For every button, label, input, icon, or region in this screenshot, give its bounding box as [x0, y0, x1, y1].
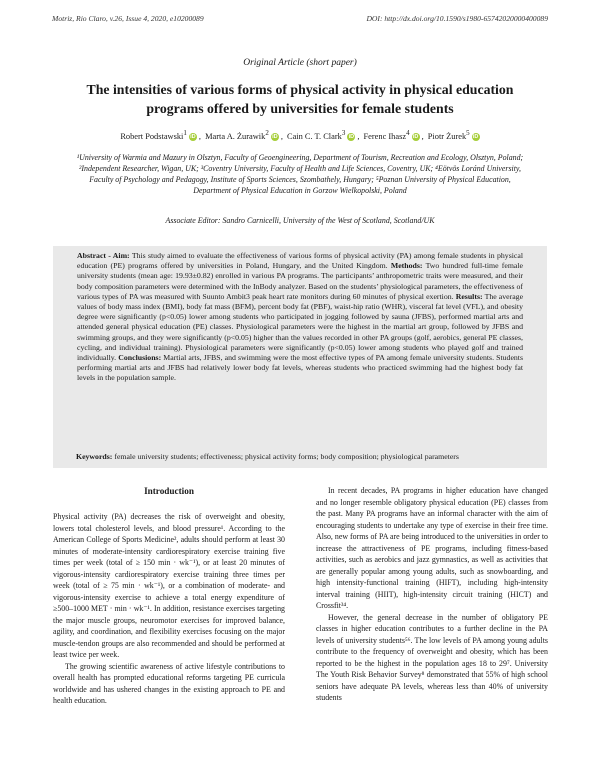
author-4: [363, 129, 420, 141]
keywords: [76, 452, 526, 462]
abstract-panel: [53, 246, 547, 468]
body-paragraph: In recent decades, PA programs in higher education have changed and no longer resemble obligatory physical education (PE) classes from the past. Many PA programs have an informal character with the aim of encouraging students to undertake any type of exercise in their free time. Also, new forms of PA are being introduced to the universities in order to increase the attractiveness of PE programs, including fitness-based activities, such as aerobics and jazz gymnastics, as well as activities that are generally popular among young adults, such as snowboarding, and high intensity-functional training (HIFT), including high-intensity interval training (HIIT), high-intensity circuit training (HICT) and Crossfit³⁴.: [316, 486, 548, 610]
abstract-conclusions: Martial arts, JFBS, and swimming were the most effective types of PA among female university students. Students performing martial arts and JFBS had relatively lower body fat levels, whereas students who practiced swimming had the highest body fat levels in the population sample.: [77, 353, 524, 383]
orcid-icon[interactable]: iD: [348, 133, 355, 140]
keywords-text: female university students; effectiveness; physical activity forms; body composition; physiological parameters: [114, 452, 459, 461]
body-column-left: [53, 485, 285, 707]
author-affil-sup: 5: [466, 129, 470, 137]
article-type: Original Article (short paper): [243, 58, 357, 68]
keywords-label: Keywords:: [76, 452, 113, 461]
author-affil-sup: 3: [341, 129, 346, 137]
affiliations: ¹University of Warmia and Mazury in Olsztyn, Faculty of Geoengineering, Department of Tourism, Recreation and Ecology, Olsztyn, Poland; ²Independent Researcher, Wigan, UK; ³Coventry University, Faculty of Health and Life Sciences, Coventry, UK; ⁴Eötvös Loránd University, Faculty of Psychology and Pedagogy, Institute of Sports Sciences, Szombathely, Hungary; ⁵Poznan University of Physical Education, Department of Physical Education in Gorzow Wielkopolski, Poland: [76, 153, 524, 195]
abstract-aim-label: Abstract - Aim:: [77, 251, 130, 260]
abstract-methods-label: Methods:: [390, 261, 423, 271]
author-name: Robert Podstawski: [120, 131, 184, 141]
author-name: Ferenc Ihasz: [363, 131, 407, 141]
abstract-aim: This study aimed to evaluate the effectiveness of various forms of physical activity (PA) among female students in physical education (PE) programs offered by universities in Poland, Hungary, and the United Kingdom.: [77, 251, 523, 271]
author-affil-sup: 4: [406, 129, 410, 137]
article-title: The intensities of various forms of physical activity in physical education programs offered by universities for female students: [86, 82, 514, 116]
author-name: Marta A. Żurawik: [205, 131, 266, 141]
journal-citation: Motriz, Rio Claro, v.26, Issue 4, 2020, e10200089: [52, 14, 204, 23]
author-affil-sup: 1: [183, 129, 187, 137]
body-paragraph: The growing scientific awareness of active lifestyle contributions to overall health has prompted educational reforms targeting PE curricula worldwide and has ushered changes in the existing approach to PE and health education.: [53, 661, 285, 705]
abstract-results-label: Results:: [455, 291, 483, 301]
abstract-text: [77, 251, 523, 384]
orcid-icon[interactable]: iD: [472, 133, 479, 140]
doi-link[interactable]: DOI: http://dx.doi.org/10.1590/s1980-65742020000400089: [366, 14, 548, 23]
author-list: Robert Podstawski$^1$ iD , Marta A. Żurawik$^2$ iD , Cain C. T. Clark$^3$ iD , Ferenc Ihasz$^4$ iD , Piotr Żurek$^5$ iD: [120, 129, 479, 141]
author-name: Cain C. T. Clark: [287, 131, 342, 141]
body-paragraph: Physical activity (PA) decreases the risk of overweight and obesity, lowers total cholesterol levels, and blood pressure¹. According to the American College of Sports Medicine², adults should perform at least 30 minutes of moderate-intensity cardiorespiratory exercise training five times per week (total of ≥ 150 min · wk⁻¹), or at least 20 minutes of vigorous-intensity cardiorespiratory exercise training three times per week (total of ≥ 75 min · wk⁻¹), or a combination of moderate- and vigorous-intensity exercise to achieve a total energy expenditure of ≥500–1000 MET · min · wk⁻¹. In addition, resistance exercises targeting the major muscle groups, neuromotor exercises for improved balance, agility, and coordination, and flexibility exercises focusing on the major muscle-tendon groups are also recommended and should be performed at least twice per week.: [53, 512, 285, 659]
orcid-icon[interactable]: iD: [190, 133, 196, 140]
author-5: [427, 129, 480, 141]
abstract-results: The average values of body mass index (BMI), body fat mass (BFM), percent body fat (PBF), waist-hip ratio (WHR), visceral fat level (VFL), and obesity degree were significantly (p<0.05) lower among students who participated in jogging followed by sauna (JFBS), performed martial arts and attended general physical education (PE) classes. Physiological parameters were the highest in the martial art group, followed by JFBS and swimming groups, and they were significantly (p<0.05) higher than the values recorded in other PA groups (golf, aerobics, general PE classes, cycling, and individual training). Physiological parameters were significantly (p<0.05) lower among students who played golf and trained individually.: [77, 291, 524, 363]
author-2: [205, 129, 279, 141]
orcid-icon[interactable]: iD: [272, 133, 278, 140]
author-affil-sup: 2: [265, 129, 269, 137]
body-column-right: [316, 485, 548, 704]
author-3: [287, 129, 355, 141]
section-heading-introduction: Introduction: [144, 486, 194, 496]
author-name: Piotr Żurek: [427, 131, 467, 141]
author-1: [120, 129, 197, 141]
abstract-methods: Two hundred full-time female university students (mean age: 19.93±0.82) enrolled in various PA programs. The participants’ anthropometric traits were measured, and their body composition parameters were determined with the InBody analyzer. Based on the students’ physiological parameters, the effectiveness of various types of PA was measured with Suunto Ambit3 peak heart rate monitors during 60 minutes of physical exertion.: [77, 261, 524, 301]
abstract-conclusions-label: Conclusions:: [118, 353, 162, 363]
body-paragraph: However, the general decrease in the number of obligatory PE classes in higher education contributes to a further decline in the PA levels of university students⁵⁶. The low levels of PA among young adults contribute to the frequency of overweight and obesity, which has been reported to be the highest in the population ages 18 to 29⁷. University The Youth Risk Behavior Survey⁸ demonstrated that 55% of high school seniors have adequate PA levels, whereas less than 40% of university students: [316, 612, 548, 702]
orcid-icon[interactable]: iD: [412, 133, 419, 140]
associate-editor: Associate Editor: Sandro Carnicelli, University of the West of Scotland, Scotland/UK: [165, 216, 435, 225]
